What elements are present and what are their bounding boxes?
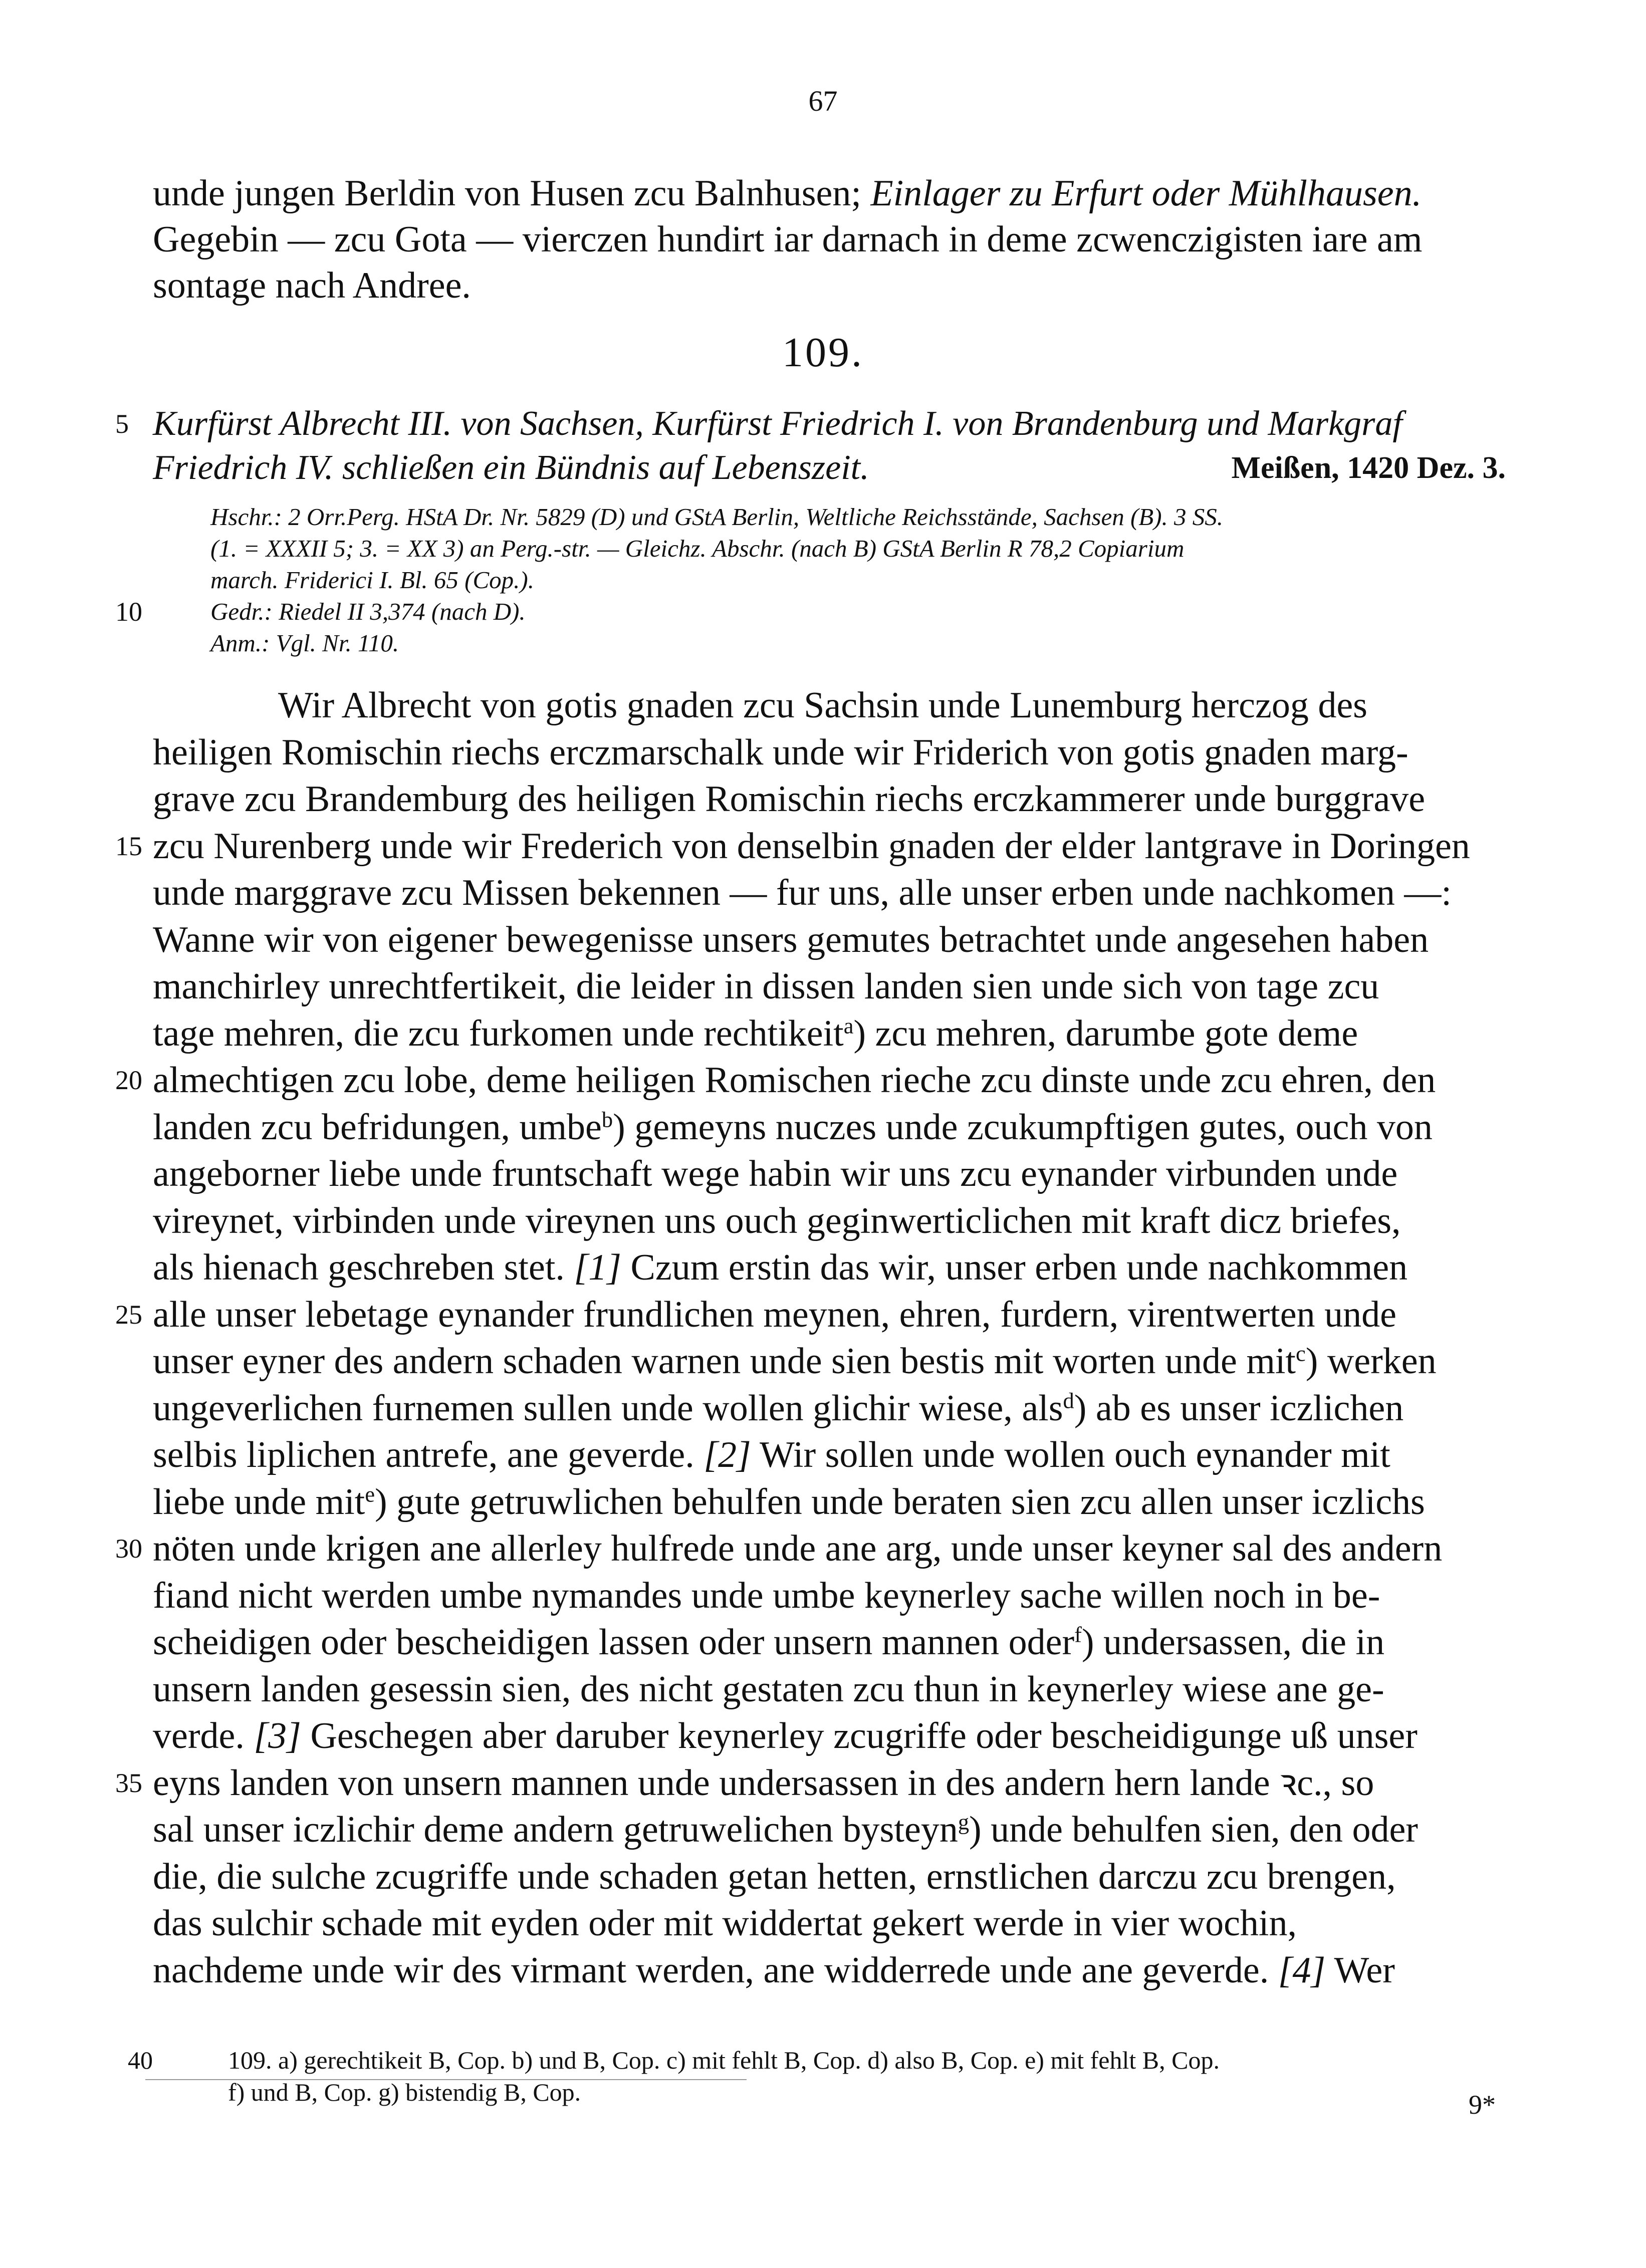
body-line <box>278 682 1631 728</box>
footnote-line <box>128 2044 1220 2076</box>
footnote-marker: d <box>1063 1388 1074 1413</box>
body-text: das sulchir schade mit eyden oder mit widdertat gekert werde in vier wochin, <box>153 1903 1297 1944</box>
line-number: 30 <box>115 1534 142 1564</box>
footnote-marker: c <box>1296 1341 1306 1366</box>
body-text: scheidigen oder bescheidigen lassen oder unsern mannen oder <box>153 1622 1075 1663</box>
body-text-rest: Czum erstin das wir, unser erben unde nachkommen <box>621 1247 1408 1288</box>
body-line <box>153 917 1506 963</box>
footnote-marker: g <box>958 1809 970 1835</box>
body-text-rest: Wir sollen unde wollen ouch eynander mit <box>751 1434 1390 1475</box>
summary-line <box>153 445 1506 491</box>
meta-line <box>115 596 526 628</box>
body-line <box>153 776 1506 822</box>
section-marker: [2] <box>703 1434 751 1475</box>
body-text-rest: ) zcu mehren, darumbe gote deme <box>853 1013 1358 1054</box>
body-text: als hienach geschreben stet. <box>153 1247 574 1288</box>
body-line <box>153 870 1506 916</box>
summary-line <box>115 401 1506 447</box>
section-marker: [4] <box>1278 1949 1326 1991</box>
footnote-text: 109. a) gerechtikeit B, Cop. b) und B, Cop. c) mit fehlt B, Cop. d) also B, Cop. e) mit fehlt B, Cop. <box>228 2046 1220 2074</box>
date-place: Meißen, 1420 Dez. 3. <box>1231 451 1506 485</box>
document-summary <box>115 401 1506 496</box>
body-line <box>153 729 1506 776</box>
body-line <box>153 1338 1506 1384</box>
body-line <box>153 1854 1506 1900</box>
body-text-rest: ) undersassen, die in <box>1081 1622 1385 1663</box>
meta-line: (1. = XXXII 5; 3. = XX 3) an Perg.-str. — Gleichz. Abschr. (nach B) GStA Berlin R 78,2 Copiarium <box>210 535 1185 562</box>
body-text: zcu Nurenberg unde wir Frederich von denselbin gnaden der elder lantgrave in Doringen <box>153 825 1470 867</box>
line-number: 10 <box>115 597 142 627</box>
line-number: 25 <box>115 1299 142 1330</box>
body-text: die, die sulche zcugriffe unde schaden getan hetten, ernstlichen darczu zcu brengen, <box>153 1856 1396 1897</box>
body-text: fiand nicht werden umbe nymandes unde umbe keynerley sache willen noch in be- <box>153 1575 1380 1616</box>
body-line <box>115 1526 1506 1572</box>
body-line <box>153 1666 1506 1712</box>
body-line <box>115 1760 1506 1806</box>
body-text: manchirley unrechtfertikeit, die leider in dissen landen sien unde sich von tage zcu <box>153 966 1379 1007</box>
line-number: 35 <box>115 1768 142 1798</box>
body-text: angeborner liebe unde fruntschaft wege habin wir uns zcu eynander virbunden unde <box>153 1153 1398 1194</box>
body-line <box>153 963 1506 1010</box>
intro-text <box>153 170 1506 321</box>
body-line <box>153 1713 1506 1759</box>
body-text: almechtigen zcu lobe, deme heiligen Romischen rieche zcu dinste unde zcu ehren, den <box>153 1060 1436 1101</box>
summary-text: Friedrich IV. schließen ein Bündnis auf Lebenszeit. <box>153 448 869 487</box>
body-text-rest: ) gute getruwlichen behulfen unde beraten sien zcu allen unser iczlichs <box>375 1481 1425 1523</box>
intro-italic-note: Einlager zu Erfurt oder Mühlhausen. <box>870 173 1422 214</box>
footnote-marker: e <box>365 1481 375 1507</box>
intro-line: Gegebin — zcu Gota — vierczen hundirt iar darnach in deme zcwenczigisten iare am <box>153 219 1423 260</box>
body-text: ungeverlichen furnemen sullen unde wollen glichir wiese, als <box>153 1387 1063 1429</box>
body-text-rest: ) ab es unser iczlichen <box>1074 1387 1404 1429</box>
body-text: liebe unde mit <box>153 1481 365 1523</box>
body-line <box>153 1479 1506 1525</box>
body-text: selbis liplichen antrefe, ane geverde. <box>153 1434 704 1475</box>
signature-mark: 9* <box>1469 2090 1496 2120</box>
body-text-rest: ) gemeyns nuczes unde zcukumpftigen gutes, ouch von <box>613 1106 1433 1148</box>
body-text: tage mehren, die zcu furkomen unde rechtikeit <box>153 1013 844 1054</box>
body-text: unde marggrave zcu Missen bekennen — fur uns, alle unser erben unde nachkomen —: <box>153 872 1452 913</box>
body-text: vireynet, virbinden unde vireynen uns ouch geginwerticlichen mit kraft dicz briefes, <box>153 1200 1401 1241</box>
summary-text: Kurfürst Albrecht III. von Sachsen, Kurfürst Friedrich I. von Brandenburg und Markgraf <box>153 404 1402 443</box>
body-line <box>153 1198 1506 1244</box>
body-text: heiligen Romischin riechs erczmarschalk unde wir Friderich von gotis gnaden marg- <box>153 731 1408 773</box>
body-line <box>153 1244 1506 1291</box>
body-line <box>153 1011 1506 1057</box>
body-text-rest: ) unde behulfen sien, den oder <box>969 1809 1418 1850</box>
body-line <box>153 1619 1506 1665</box>
body-line <box>153 1807 1506 1853</box>
footnote-marker: b <box>601 1107 613 1132</box>
footnote-line: f) und B, Cop. g) bistendig B, Cop. <box>228 2078 581 2106</box>
meta-line: Hschr.: 2 Orr.Perg. HStA Dr. Nr. 5829 (D) und GStA Berlin, Weltliche Reichsstände, Sachsen (B). 3 SS. <box>210 503 1224 531</box>
line-number: 40 <box>128 2046 153 2074</box>
meta-line: Anm.: Vgl. Nr. 110. <box>210 629 399 657</box>
body-text: nöten unde krigen ane allerley hulfrede unde ane arg, unde unser keyner sal des andern <box>153 1528 1443 1569</box>
body-line <box>115 1292 1506 1338</box>
intro-line <box>153 170 1506 216</box>
body-text: landen zcu befridungen, umbe <box>153 1106 602 1148</box>
body-text-rest: ) werken <box>1305 1341 1437 1382</box>
body-text-rest: Wer <box>1325 1949 1395 1991</box>
body-text: verde. <box>153 1715 254 1756</box>
body-text: Wir Albrecht von gotis gnaden zcu Sachsin unde Lunemburg herczog des <box>278 685 1367 726</box>
body-line <box>153 1900 1506 1946</box>
body-text: alle unser lebetage eynander frundlichen meynen, ehren, furdern, virentwerten unde <box>153 1294 1396 1335</box>
line-number: 15 <box>115 831 142 861</box>
body-text: sal unser iczlichir deme andern getruwelichen bysteyn <box>153 1809 958 1850</box>
body-line <box>153 1151 1506 1197</box>
meta-text: Gedr.: Riedel II 3,374 (nach D). <box>210 598 526 625</box>
body-line <box>153 1573 1506 1619</box>
intro-line-text: unde jungen Berldin von Husen zcu Balnhusen; <box>153 173 871 214</box>
section-marker: [3] <box>254 1715 301 1756</box>
meta-line: march. Friderici I. Bl. 65 (Cop.). <box>210 566 534 594</box>
body-text: Wanne wir von eigener bewegenisse unsers gemutes betrachtet unde angesehen haben <box>153 919 1429 960</box>
footnote-marker: a <box>843 1013 854 1039</box>
intro-line: sontage nach Andree. <box>153 265 471 306</box>
document-number: 109. <box>782 329 864 376</box>
body-text-rest: Geschegen aber daruber keynerley zcugriffe oder bescheidigunge uß unser <box>301 1715 1418 1756</box>
body-text: unsern landen gesessin sien, des nicht gestaten zcu thun in keynerley wiese ane ge- <box>153 1668 1384 1710</box>
line-number: 20 <box>115 1065 142 1095</box>
body-line <box>115 823 1506 869</box>
body-line <box>153 1104 1506 1150</box>
body-line <box>153 1432 1506 1478</box>
body-line <box>153 1947 1506 1993</box>
body-text: eyns landen von unsern mannen unde undersassen in des andern hern lande ꝛc., so <box>153 1762 1374 1804</box>
line-number: 5 <box>115 409 129 439</box>
body-line <box>153 1385 1506 1431</box>
body-text: unser eyner des andern schaden warnen unde sien bestis mit worten unde mit <box>153 1341 1296 1382</box>
body-line <box>115 1057 1506 1103</box>
footnotes <box>128 2044 1511 2114</box>
page-number: 67 <box>808 85 838 117</box>
document-body <box>115 682 1506 2025</box>
body-text: nachdeme unde wir des virmant werden, ane widderrede unde ane geverde. <box>153 1949 1278 1991</box>
section-marker: [1] <box>574 1247 621 1288</box>
body-text: grave zcu Brandemburg des heiligen Romischin riechs erczkammerer unde burggrave <box>153 779 1426 820</box>
source-apparatus <box>115 501 1503 666</box>
footnote-marker: f <box>1074 1622 1082 1647</box>
